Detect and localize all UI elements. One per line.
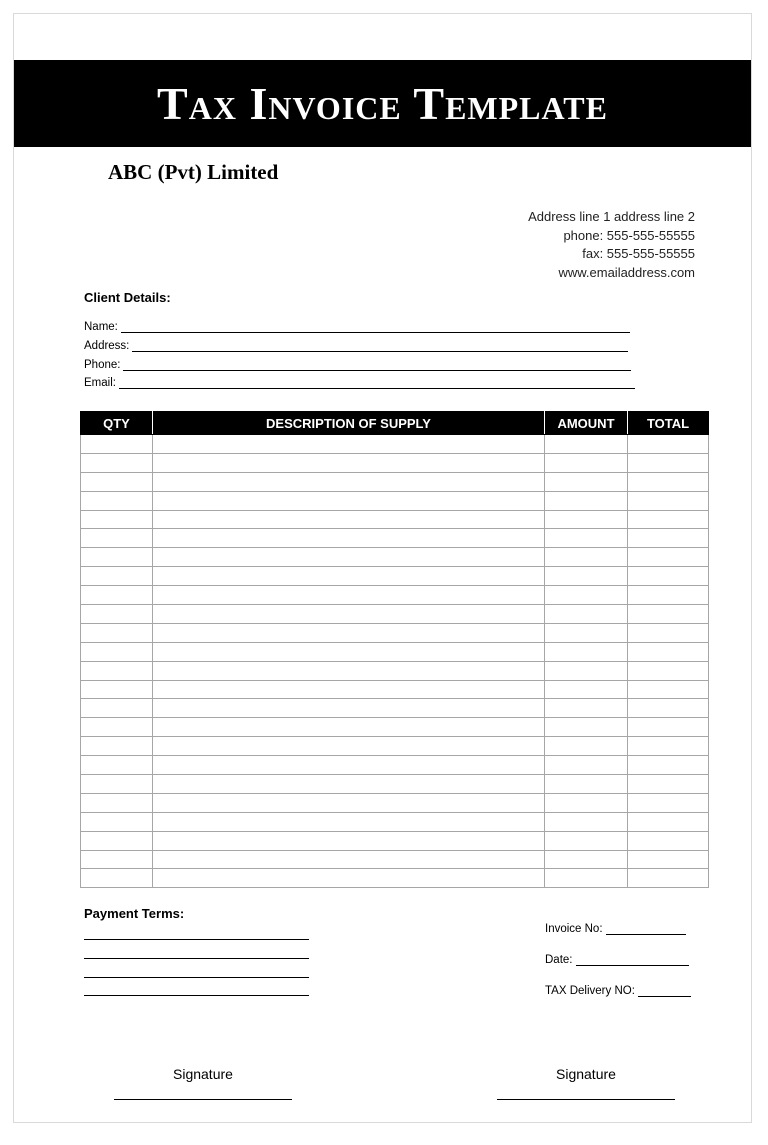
table-row — [81, 661, 709, 680]
table-cell[interactable] — [545, 605, 628, 624]
table-cell[interactable] — [81, 472, 153, 491]
table-cell[interactable] — [81, 529, 153, 548]
table-row — [81, 510, 709, 529]
table-cell[interactable] — [545, 586, 628, 605]
client-email-field[interactable] — [84, 377, 635, 389]
table-row — [81, 586, 709, 605]
table-cell[interactable] — [628, 586, 709, 605]
table-row — [81, 435, 709, 454]
payment-terms-line[interactable] — [84, 995, 309, 996]
items-table — [80, 411, 709, 888]
table-cell[interactable] — [153, 491, 545, 510]
website-line: www.emailaddress.com — [558, 264, 695, 280]
table-row — [81, 737, 709, 756]
tax-delivery-line — [638, 985, 691, 997]
table-body — [81, 435, 709, 888]
table-cell[interactable] — [153, 453, 545, 472]
table-cell[interactable] — [545, 737, 628, 756]
table-cell[interactable] — [628, 718, 709, 737]
phone-line: phone: 555-555-55555 — [563, 227, 695, 243]
signature-label-left: Signature — [173, 1066, 233, 1082]
table-cell[interactable] — [628, 642, 709, 661]
payment-terms-line[interactable] — [84, 977, 309, 978]
table-cell[interactable] — [81, 812, 153, 831]
table-cell[interactable] — [81, 699, 153, 718]
tax-delivery-field[interactable] — [545, 985, 691, 997]
table-cell[interactable] — [81, 793, 153, 812]
table-cell[interactable] — [545, 567, 628, 586]
table-cell[interactable] — [545, 435, 628, 454]
table-cell[interactable] — [628, 605, 709, 624]
table-row — [81, 869, 709, 888]
payment-terms-line[interactable] — [84, 939, 309, 940]
date-field[interactable] — [545, 954, 689, 966]
table-cell[interactable] — [81, 642, 153, 661]
client-address-field[interactable] — [84, 340, 628, 352]
table-cell[interactable] — [153, 756, 545, 775]
table-row — [81, 491, 709, 510]
table-cell[interactable] — [545, 831, 628, 850]
table-cell[interactable] — [628, 453, 709, 472]
table-cell[interactable] — [153, 680, 545, 699]
client-email-label: Email: — [84, 377, 116, 389]
address-line: Address line 1 address line 2 — [528, 209, 695, 224]
table-row — [81, 642, 709, 661]
table-cell[interactable] — [81, 718, 153, 737]
company-name: ABC (Pvt) Limited — [108, 160, 279, 184]
signature-line-right[interactable] — [497, 1099, 675, 1100]
client-address-label: Address: — [84, 340, 130, 352]
table-cell[interactable] — [545, 699, 628, 718]
table-row — [81, 680, 709, 699]
client-name-line — [121, 321, 630, 333]
table-cell[interactable] — [81, 491, 153, 510]
table-cell[interactable] — [628, 775, 709, 794]
payment-terms-line[interactable] — [84, 958, 309, 959]
table-row — [81, 775, 709, 794]
table-cell[interactable] — [545, 793, 628, 812]
table-cell[interactable] — [628, 812, 709, 831]
client-details-heading: Client Details: — [84, 290, 171, 305]
table-row — [81, 567, 709, 586]
client-phone-line — [123, 359, 631, 371]
table-cell[interactable] — [545, 642, 628, 661]
invoice-no-field[interactable] — [545, 923, 686, 935]
table-cell[interactable] — [153, 812, 545, 831]
fax-line: fax: 555-555-55555 — [582, 246, 695, 261]
table-cell[interactable] — [628, 510, 709, 529]
table-cell[interactable] — [628, 548, 709, 567]
table-cell[interactable] — [81, 435, 153, 454]
table-cell[interactable] — [81, 453, 153, 472]
table-cell[interactable] — [153, 775, 545, 794]
amount-header: AMOUNT — [545, 412, 628, 435]
table-cell[interactable] — [81, 775, 153, 794]
table-cell[interactable] — [153, 567, 545, 586]
table-row — [81, 699, 709, 718]
qty-header: QTY — [81, 412, 153, 435]
company-address-block — [528, 208, 695, 282]
table-cell[interactable] — [545, 850, 628, 869]
table-cell[interactable] — [81, 548, 153, 567]
table-cell[interactable] — [628, 472, 709, 491]
table-row — [81, 812, 709, 831]
table-row — [81, 718, 709, 737]
table-cell[interactable] — [153, 605, 545, 624]
signature-line-left[interactable] — [114, 1099, 292, 1100]
client-address-line — [132, 340, 628, 352]
table-cell[interactable] — [153, 472, 545, 491]
table-cell[interactable] — [628, 793, 709, 812]
table-cell[interactable] — [628, 831, 709, 850]
table-cell[interactable] — [153, 586, 545, 605]
table-cell[interactable] — [628, 737, 709, 756]
invoice-no-label: Invoice No: — [545, 923, 603, 935]
table-cell[interactable] — [545, 680, 628, 699]
table-row — [81, 850, 709, 869]
table-cell[interactable] — [545, 718, 628, 737]
table-cell[interactable] — [81, 737, 153, 756]
table-cell[interactable] — [545, 812, 628, 831]
table-row — [81, 472, 709, 491]
description-header: DESCRIPTION OF SUPPLY — [153, 412, 545, 435]
table-cell[interactable] — [153, 623, 545, 642]
table-row — [81, 793, 709, 812]
table-row — [81, 756, 709, 775]
client-name-field[interactable] — [84, 321, 630, 333]
client-phone-field[interactable] — [84, 359, 631, 371]
table-cell[interactable] — [153, 642, 545, 661]
table-cell[interactable] — [153, 529, 545, 548]
table-row — [81, 548, 709, 567]
table-cell[interactable] — [545, 756, 628, 775]
invoice-no-line — [606, 923, 686, 935]
table-cell[interactable] — [628, 435, 709, 454]
table-cell[interactable] — [628, 623, 709, 642]
table-row — [81, 453, 709, 472]
client-name-label: Name: — [84, 321, 118, 333]
table-row — [81, 605, 709, 624]
table-row — [81, 623, 709, 642]
table-cell[interactable] — [81, 586, 153, 605]
table-cell[interactable] — [81, 831, 153, 850]
table-cell[interactable] — [545, 529, 628, 548]
table-cell[interactable] — [628, 699, 709, 718]
table-cell[interactable] — [545, 472, 628, 491]
table-cell[interactable] — [545, 548, 628, 567]
table-row — [81, 529, 709, 548]
table-cell[interactable] — [81, 623, 153, 642]
table-cell[interactable] — [628, 491, 709, 510]
table-cell[interactable] — [628, 756, 709, 775]
table-cell[interactable] — [153, 718, 545, 737]
table-cell[interactable] — [545, 491, 628, 510]
invoice-page — [13, 13, 752, 1123]
client-email-line — [119, 377, 635, 389]
table-cell[interactable] — [81, 850, 153, 869]
table-cell[interactable] — [628, 661, 709, 680]
table-cell[interactable] — [628, 680, 709, 699]
table-cell[interactable] — [153, 737, 545, 756]
table-cell[interactable] — [545, 775, 628, 794]
table-cell[interactable] — [81, 680, 153, 699]
table-cell[interactable] — [545, 623, 628, 642]
table-cell[interactable] — [628, 850, 709, 869]
table-cell[interactable] — [153, 850, 545, 869]
table-cell[interactable] — [81, 756, 153, 775]
table-cell[interactable] — [545, 869, 628, 888]
table-cell[interactable] — [81, 605, 153, 624]
table-cell[interactable] — [153, 548, 545, 567]
table-cell[interactable] — [545, 453, 628, 472]
table-cell[interactable] — [628, 869, 709, 888]
table-cell[interactable] — [81, 661, 153, 680]
date-line — [576, 954, 689, 966]
table-cell[interactable] — [153, 831, 545, 850]
table-cell[interactable] — [153, 510, 545, 529]
table-cell[interactable] — [153, 435, 545, 454]
table-cell[interactable] — [81, 869, 153, 888]
client-phone-label: Phone: — [84, 359, 121, 371]
table-cell[interactable] — [153, 869, 545, 888]
signature-label-right: Signature — [556, 1066, 616, 1082]
table-cell[interactable] — [153, 793, 545, 812]
tax-delivery-label: TAX Delivery NO: — [545, 985, 635, 997]
date-label: Date: — [545, 954, 573, 966]
table-cell[interactable] — [545, 661, 628, 680]
total-header: TOTAL — [628, 412, 709, 435]
table-cell[interactable] — [153, 699, 545, 718]
table-row — [81, 831, 709, 850]
table-cell[interactable] — [628, 529, 709, 548]
table-header-row — [81, 412, 709, 435]
table-cell[interactable] — [545, 510, 628, 529]
document-title: Tax Invoice Template — [14, 60, 751, 147]
table-cell[interactable] — [153, 661, 545, 680]
table-cell[interactable] — [81, 567, 153, 586]
table-cell[interactable] — [628, 567, 709, 586]
table-cell[interactable] — [81, 510, 153, 529]
payment-terms-heading: Payment Terms: — [84, 906, 185, 921]
